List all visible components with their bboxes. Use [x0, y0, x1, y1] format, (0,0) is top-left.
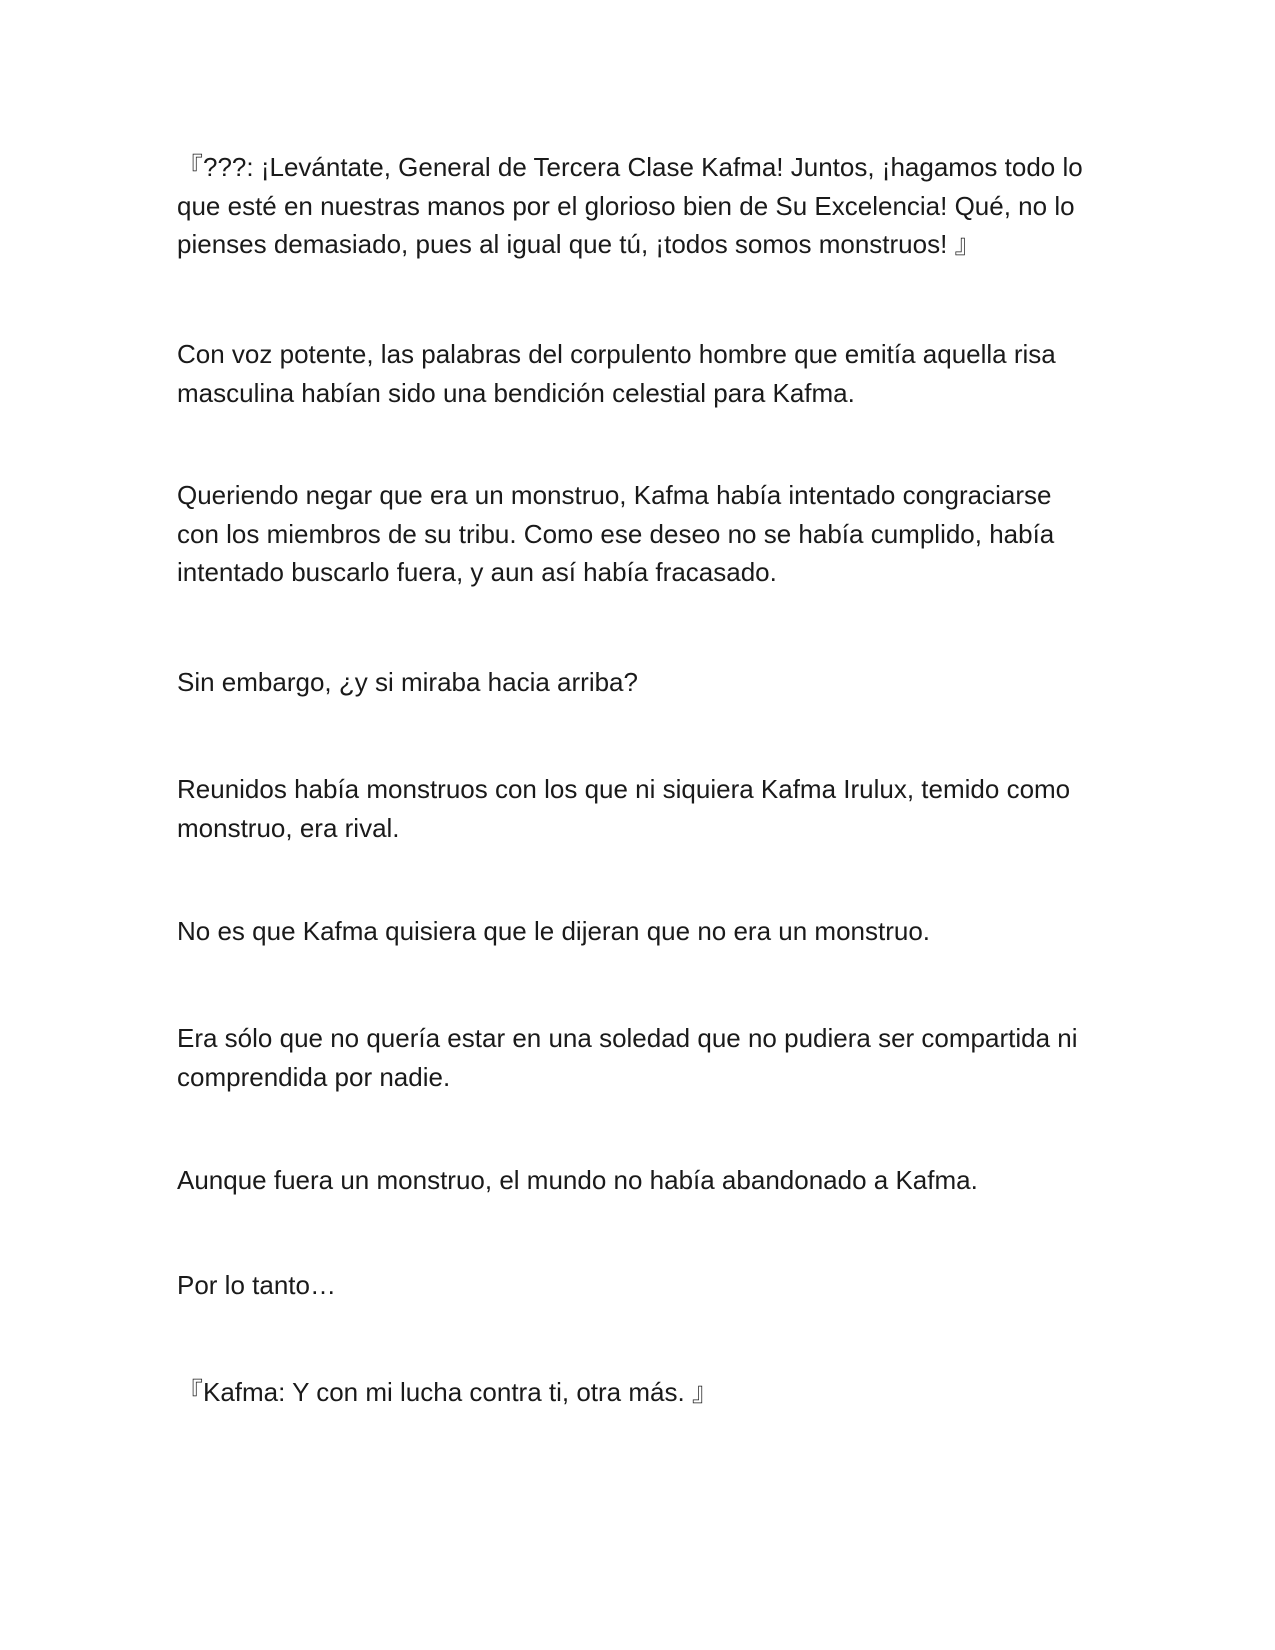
paragraph-narration	[177, 912, 1097, 951]
text-line: Por lo tanto…	[177, 1270, 336, 1300]
paragraph-narration	[177, 1019, 1097, 1096]
text-line: que esté en nuestras manos por el glorioso bien de Su Excelencia! Qué, no lo	[177, 190, 1075, 221]
paragraph-narration	[177, 1161, 1097, 1200]
text-line: Aunque fuera un monstruo, el mundo no había abandonado a Kafma.	[177, 1165, 978, 1195]
paragraph-dialogue-opening	[177, 148, 1097, 264]
text-line: Reunidos había monstruos con los que ni siquiera Kafma Irulux, temido como	[177, 774, 1071, 804]
text-line: Sin embargo, ¿y si miraba hacia arriba?	[177, 667, 638, 697]
text-line: intentado buscarlo fuera, y aun así había fracasado.	[177, 557, 777, 587]
text-line: comprendida por nadie.	[177, 1061, 451, 1092]
text-line: Era sólo que no quería estar en una soledad que no pudiera ser compartida ni	[177, 1023, 1078, 1053]
text-line: pienses demasiado, pues al igual que tú, ¡todos somos monstruos! 』	[177, 229, 981, 259]
text-line: con los miembros de su tribu. Como ese deseo no se había cumplido, había	[177, 518, 1055, 549]
paragraph-narration	[177, 476, 1097, 592]
text-line: 『Kafma: Y con mi lucha contra ti, otra más. 』	[177, 1377, 718, 1407]
text-line: monstruo, era rival.	[177, 812, 400, 843]
text-line: Con voz potente, las palabras del corpulento hombre que emitía aquella risa	[177, 339, 1056, 369]
text-line: 『???: ¡Levántate, General de Tercera Clase Kafma! Juntos, ¡hagamos todo lo	[177, 152, 1083, 182]
paragraph-narration	[177, 1266, 1097, 1305]
text-line: Queriendo negar que era un monstruo, Kafma había intentado congraciarse	[177, 480, 1052, 510]
paragraph-narration	[177, 770, 1097, 847]
text-line: masculina habían sido una bendición celestial para Kafma.	[177, 377, 855, 408]
text-line: No es que Kafma quisiera que le dijeran que no era un monstruo.	[177, 916, 931, 946]
paragraph-dialogue-closing	[177, 1373, 1097, 1412]
paragraph-narration	[177, 335, 1097, 412]
paragraph-narration	[177, 663, 1097, 702]
